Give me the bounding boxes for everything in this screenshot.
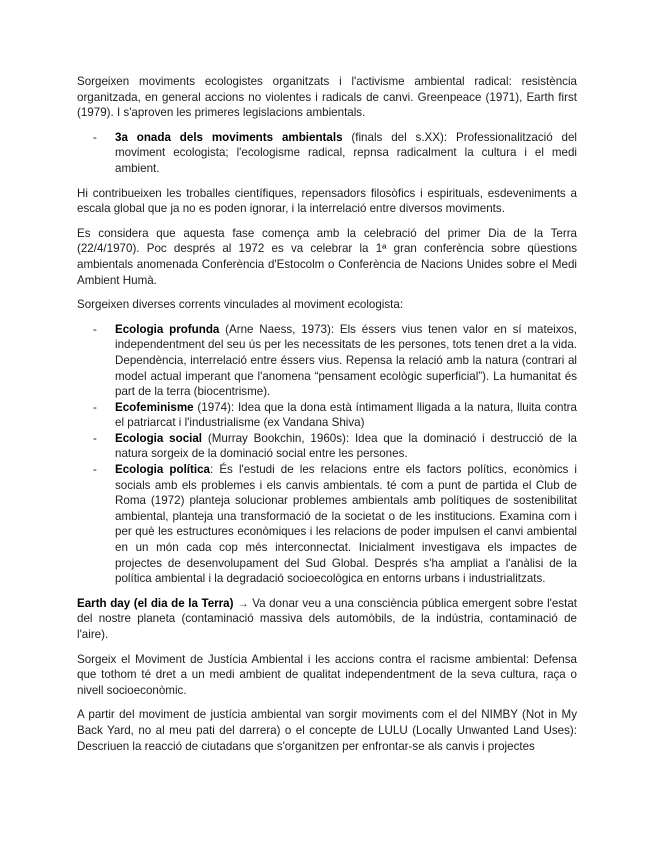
ecofeminism-title: Ecofeminisme xyxy=(115,400,194,414)
paragraph-currents-intro: Sorgeixen diverses corrents vinculades al moviment ecologista: xyxy=(77,298,404,312)
ecofeminism-text: (1974): Idea que la dona està íntimament lligada a la natura, lluita contra el patriarcat i l'industrialisme (ex Vandana Shiva) xyxy=(115,400,577,430)
currents-list xyxy=(77,322,577,587)
bullet-dash: - xyxy=(93,463,97,477)
political-ecology-title: Ecologia política xyxy=(115,463,210,477)
bullet-dash: - xyxy=(93,322,97,336)
social-ecology-text: (Murray Bookchin, 1960s): Idea que la dominació i destrucció de la natura sorgeix de la dominació social entre les persones. xyxy=(115,431,577,461)
document-page xyxy=(77,74,577,763)
list-item-social-ecology xyxy=(77,431,577,462)
bullet-dash: - xyxy=(93,130,97,144)
social-ecology-title: Ecologia social xyxy=(115,431,203,445)
third-wave-text: (finals del s.XX): Professionalització del moviment ecologista; l'ecologisme radical, repnsa radicalment la cultura i el medi ambient. xyxy=(115,130,577,175)
paragraph-earth-day-history: Es considera que aquesta fase comença amb la celebració del primer Dia de la Terra (22/4/1970). Poc després al 1972 es va celebrar la 1ª gran conferència sobre qüestions ambientals anomenada Conferència d'Estocolm o Conferència de Nacions Unides sobre el Medi Ambient Humà. xyxy=(77,226,577,287)
political-ecology-text: : És l'estudi de les relacions entre els factors polítics, econòmics i socials amb els problemes i els canvis ambientals. té com a punt de partida el Club de Roma (1972) planteja solucionar problemes ambientals amb polítiques de sostenibilitat ambiental, planteja una transformació de la societat o de les institucions. Examina com i per què les estructures econòmiques i les relacions de poder impulsen el canvi ambiental en un món cada cop més interconnectat. Inicialment investigava els impactes de projectes de desenvolupament del Sud Global. Després s'ha ampliat a l'anàlisi de la política ambiental i la degradació socioecològica en entorns urbans i industrialitzats. xyxy=(115,463,577,586)
paragraph-contributions: Hi contribueixen les troballes científiques, repensadors filosòfics i espirituals, esdeveniments a escala global que ja no es poden ignorar, i la interrelació entre diversos moviments. xyxy=(77,186,577,216)
wave-list xyxy=(77,130,577,177)
earth-day-text: → Va donar veu a una consciència pública emergent sobre l'estat del nostre planeta (contaminació massiva dels automòbils, de la indústria, contaminació de l'aire). xyxy=(77,596,577,641)
paragraph-earth-day xyxy=(77,596,577,643)
deep-ecology-text: (Arne Naess, 1973): Els éssers vius tenen valor en sí mateixos, independentment del seu ús per les necessitats de les persones, tots tenen dret a la vida. Dependència, interrelació entre éssers vius. Repensa la relació amb la natura (contrari al model actual imperant que l'anomena “pensament ecològic superficial”). La humanitat és part de la terra (biocentrisme). xyxy=(115,322,577,399)
bullet-dash: - xyxy=(93,400,97,414)
list-item-political-ecology xyxy=(77,462,577,587)
third-wave-title: 3a onada dels moviments ambientals xyxy=(115,130,343,144)
paragraph-nimby-lulu: A partir del moviment de justícia ambiental van sorgir moviments com el del NIMBY (Not in My Back Yard, no al meu pati del darrera) o el concepte de LULU (Locally Unwanted Land Uses): Descriuen la reacció de ciutadans que s'organitzen per enfrontar-se als canvis i projectes xyxy=(77,708,577,753)
paragraph-radical-activism: Sorgeixen moviments ecologistes organitzats i l'activisme ambiental radical: resistència organitzada, en general accions no violentes i radicals de canvi. Greenpeace (1971), Earth first (1979). I s'aproven les primeres legislacions ambientals. xyxy=(77,75,577,120)
list-item-third-wave xyxy=(77,130,577,177)
list-item-deep-ecology xyxy=(77,322,577,400)
earth-day-title: Earth day (el dia de la Terra) xyxy=(77,596,234,610)
bullet-dash: - xyxy=(93,431,97,445)
deep-ecology-title: Ecologia profunda xyxy=(115,322,220,336)
paragraph-environmental-justice: Sorgeix el Moviment de Justícia Ambiental i les accions contra el racisme ambiental: Defensa que tothom té dret a un medi ambient de qualitat independentment de la seva cultura, raça o nivell socioeconòmic. xyxy=(77,652,577,697)
list-item-ecofeminism xyxy=(77,400,577,431)
